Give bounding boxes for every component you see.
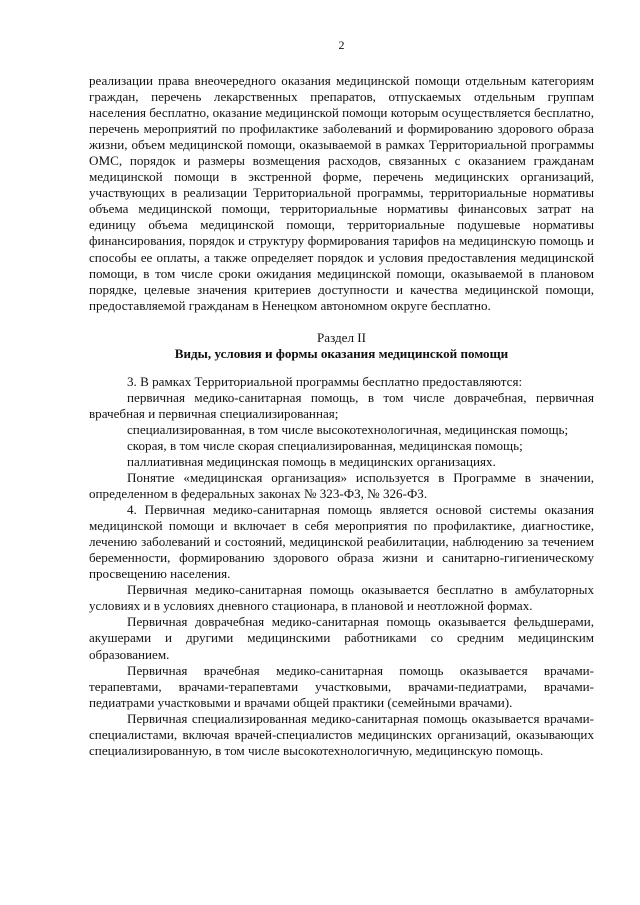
paragraph-3-intro: 3. В рамках Территориальной программы бесплатно предоставляются: bbox=[127, 373, 523, 389]
paragraph-definition: Понятие «медицинская организация» используется в Программе в значении, определенном в федеральных законах № 323-ФЗ, № 326-ФЗ. bbox=[89, 469, 594, 502]
paragraph-4-primary: 4. Первичная медико-санитарная помощь является основой системы оказания медицинской помощи и включает в себя мероприятия по профилактике, диагностике, лечению заболеваний и состояний, медицинской реабилитации, наблюдению за течением беременности, формированию здорового образа жизни и санитарно-гигиеническому просвещению населения. bbox=[89, 502, 594, 582]
intro-paragraph: реализации права внеочередного оказания медицинской помощи отдельным категориям граждан, перечень лекарственных препаратов, отпускаемых отдельным группам населения бесплатно, оказание медицинской помощи которым осуществляется бесплатно, перечень мероприятий по профилактике заболеваний и формированию здорового образа жизни, объем медицинской помощи, оказываемой в рамках Территориальной программы ОМС, порядок и размеры возмещения расходов, связанных с оказанием гражданам медицинской помощи в экстренной форме, перечень медицинских организаций, участвующих в реализации Территориальной программы, территориальные нормативы объема медицинской помощи, территориальные нормативы финансовых затрат на единицу объема медицинской помощи, территориальные подушевые нормативы финансирования, порядок и структуру формирования тарифов на медицинскую помощь и способы ее оплаты, а также определяет порядок и условия предоставления медицинской помощи, в том числе сроки ожидания медицинской помощи, оказываемой в плановом порядке, целевые значения критериев доступности и качества медицинской помощи, предоставляемой гражданам в Ненецком автономном округе бесплатно. bbox=[89, 73, 594, 313]
page-number: 2 bbox=[338, 38, 345, 52]
paragraph-primary-free: Первичная медико-санитарная помощь оказывается бесплатно в амбулаторных условиях и в условиях дневного стационара, в плановой и неотложной формах. bbox=[89, 582, 594, 614]
paragraph-physician: Первичная врачебная медико-санитарная помощь оказывается врачами-терапевтами, врачами-терапевтами участковыми, врачами-педиатрами, врачами-педиатрами участковыми и врачами общей практики (семейными врачами). bbox=[89, 662, 594, 710]
section-title: Виды, условия и формы оказания медицинской помощи bbox=[174, 345, 509, 361]
paragraph-palliative-care: паллиативная медицинская помощь в медицинских организациях. bbox=[127, 453, 496, 469]
paragraph-prephysician: Первичная доврачебная медико-санитарная помощь оказывается фельдшерами, акушерами и другими медицинскими работниками со средним медицинским образованием. bbox=[89, 614, 594, 662]
paragraph-specialized-care: специализированная, в том числе высокотехнологичная, медицинская помощь; bbox=[127, 421, 569, 437]
section-number: Раздел II bbox=[316, 329, 367, 345]
paragraph-primary-care: первичная медико-санитарная помощь, в том числе доврачебная, первичная врачебная и первичная специализированная; bbox=[89, 389, 594, 421]
paragraph-specialist: Первичная специализированная медико-санитарная помощь оказывается врачами-специалистами, включая врачей-специалистов медицинских организаций, оказывающих специализированную, в том числе высокотехнологичную, медицинскую помощь. bbox=[89, 710, 594, 758]
paragraph-emergency-care: скорая, в том числе скорая специализированная, медицинская помощь; bbox=[127, 437, 523, 453]
